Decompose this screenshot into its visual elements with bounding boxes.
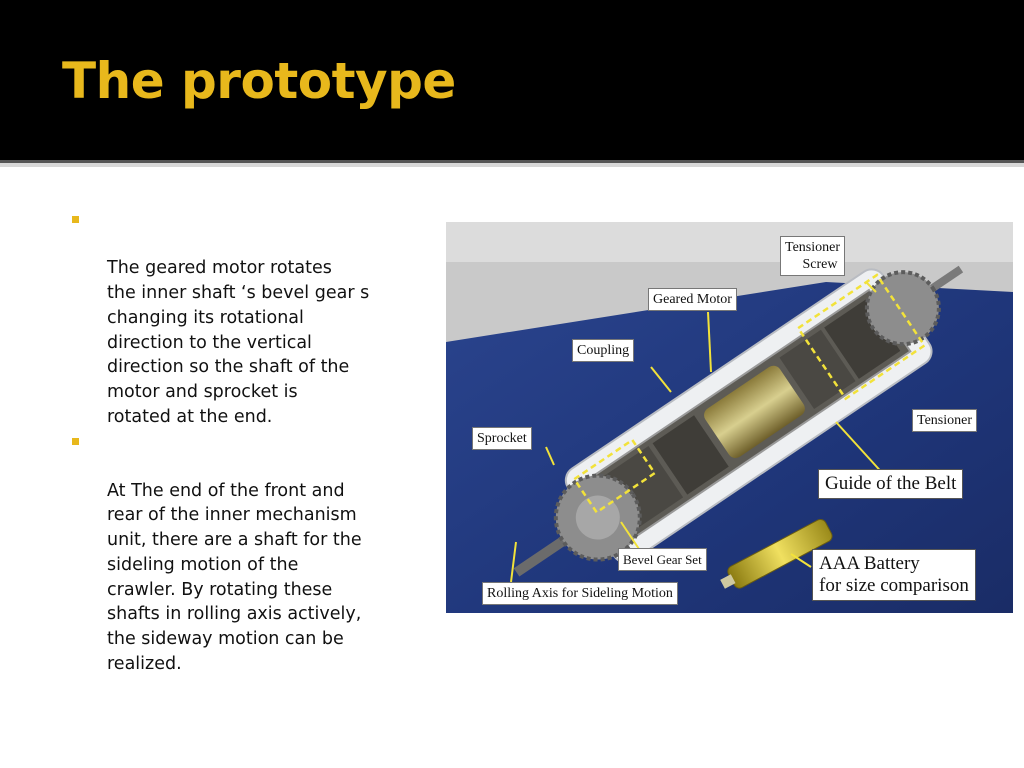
title-divider-shadow [0, 163, 1024, 167]
bullet-text: The geared motor rotates the inner shaft ‘s bevel gear s changing its rotational direction to the vertical direction so the shaft of the motor and sprocket is rotated at the end. [107, 258, 370, 427]
title-bar [0, 0, 1024, 160]
bullet-square-icon [72, 216, 79, 223]
callout-guide-belt: Guide of the Belt [818, 469, 963, 499]
slide-title: The prototype [62, 52, 456, 110]
prototype-photo [446, 222, 1013, 613]
bullet-list [70, 207, 420, 676]
bullet-item [70, 207, 420, 429]
callout-tensioner-screw: Tensioner Screw [780, 236, 845, 276]
callout-rolling-axis: Rolling Axis for Sideling Motion [482, 582, 678, 605]
callout-coupling: Coupling [572, 339, 634, 362]
bullet-text: At The end of the front and rear of the inner mechanism unit, there are a shaft for the sideling motion of the crawler. By rotating these shafts in rolling axis actively, the sideway motion can be realized. [107, 480, 362, 674]
callout-sprocket: Sprocket [472, 427, 532, 450]
callout-aaa-battery: AAA Battery for size comparison [812, 549, 976, 601]
callout-tensioner: Tensioner [912, 409, 977, 432]
bullet-item [70, 429, 420, 676]
callout-geared-motor: Geared Motor [648, 288, 737, 311]
bullet-square-icon [72, 438, 79, 445]
callout-bevel-gear: Bevel Gear Set [618, 548, 707, 571]
